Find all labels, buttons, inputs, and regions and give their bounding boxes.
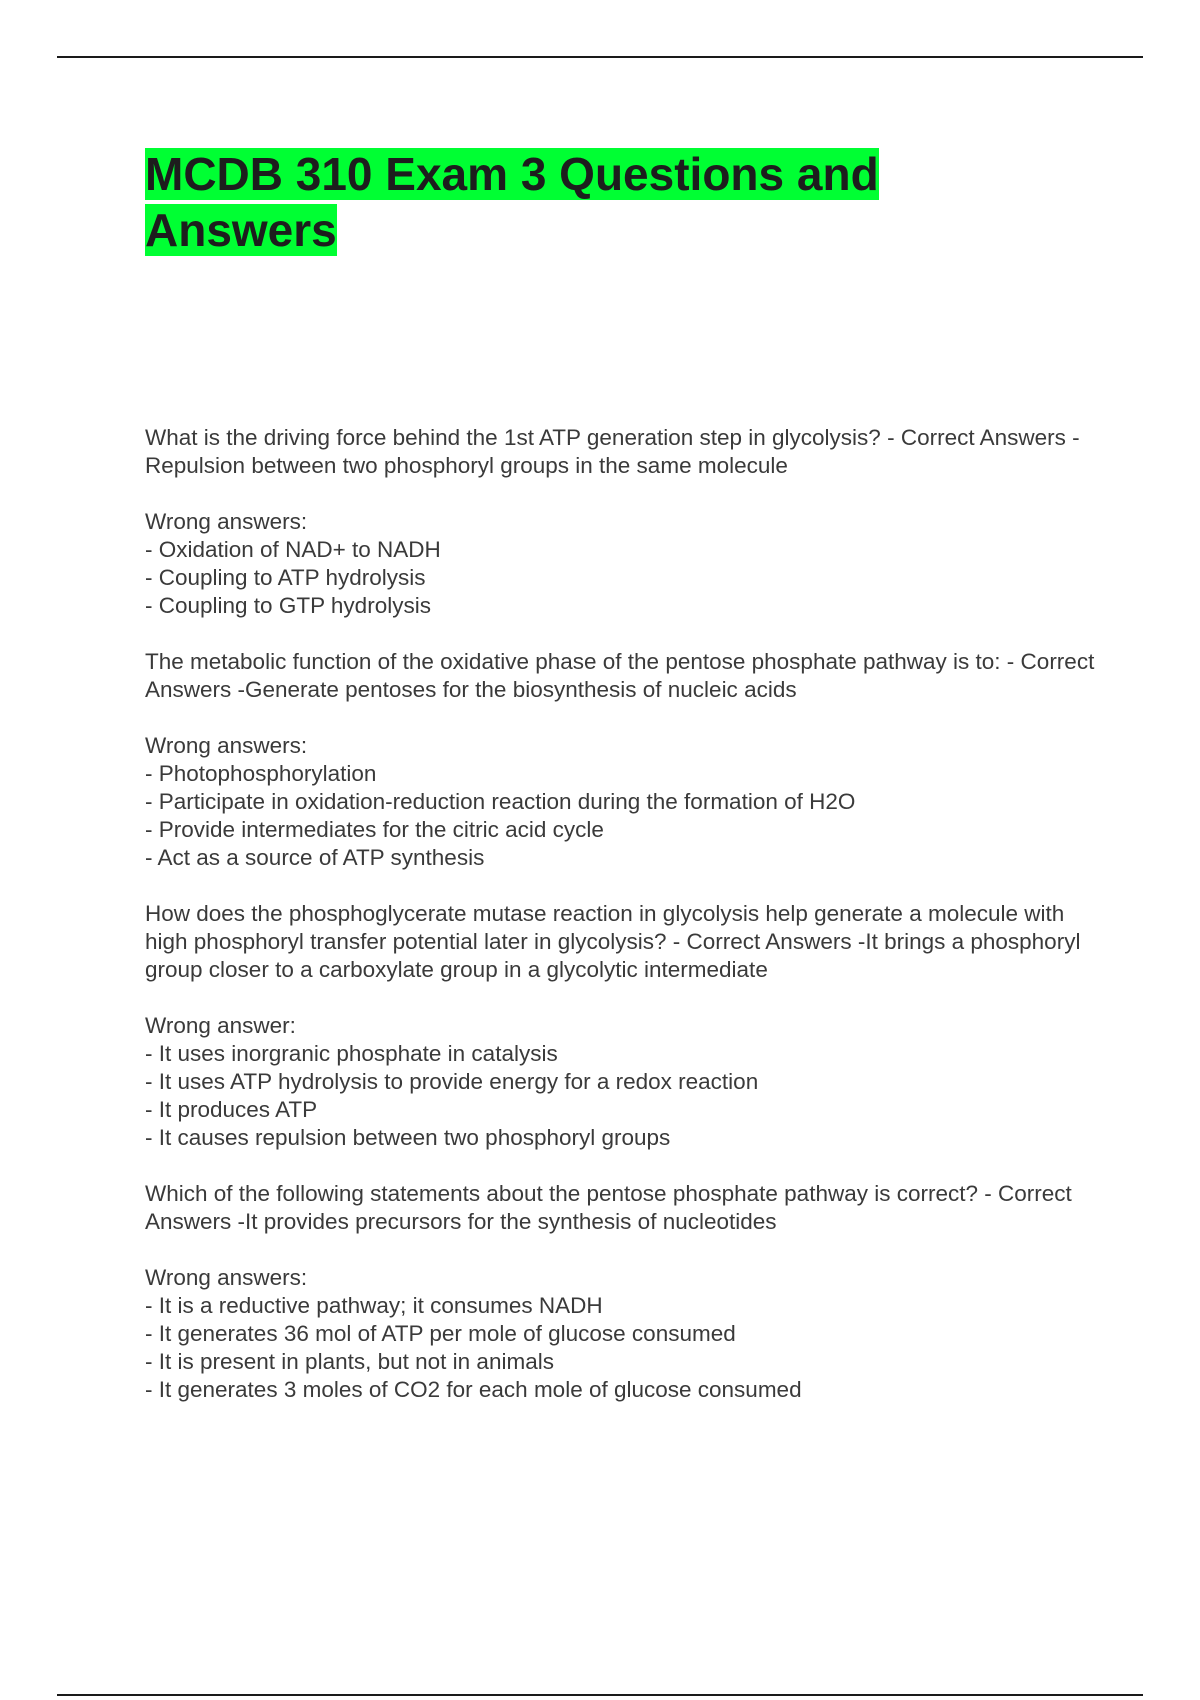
wrong-answers [145, 1012, 1095, 1152]
wrong-answers-list [145, 536, 1095, 620]
footer-rule [57, 1694, 1143, 1696]
wrong-answer-item: - Photophosphorylation [145, 761, 377, 786]
question-block-4 [145, 1180, 1095, 1404]
wrong-answers [145, 508, 1095, 620]
title-highlight: MCDB 310 Exam 3 Questions and Answers [145, 148, 879, 256]
wrong-answer-item: - It produces ATP [145, 1097, 318, 1122]
wrong-answer-item: - It causes repulsion between two phosphoryl groups [145, 1125, 671, 1150]
wrong-answer-item: - It generates 3 moles of CO2 for each mole of glucose consumed [145, 1377, 802, 1402]
wrong-answers-list [145, 760, 1095, 872]
question-block-2 [145, 648, 1095, 872]
header-rule [57, 56, 1143, 58]
question-block-3 [145, 900, 1095, 1152]
wrong-answer-item: - Coupling to GTP hydrolysis [145, 593, 431, 618]
wrong-answers [145, 732, 1095, 872]
wrong-answers [145, 1264, 1095, 1404]
question-block-1 [145, 424, 1095, 620]
wrong-answer-item: - Participate in oxidation-reduction reaction during the formation of H2O [145, 789, 856, 814]
wrong-answer-item: - It is a reductive pathway; it consumes NADH [145, 1293, 603, 1318]
wrong-answer-item: - It is present in plants, but not in animals [145, 1349, 554, 1374]
wrong-answers-heading: Wrong answers: [145, 733, 308, 758]
wrong-answer-item: - Oxidation of NAD+ to NADH [145, 537, 441, 562]
question-text: How does the phosphoglycerate mutase reaction in glycolysis help generate a molecule with high phosphoryl transfer potential later in glycolysis? - Correct Answers -It brings a phosphoryl group closer to a carboxylate group in a glycolytic intermediate [145, 901, 1081, 982]
wrong-answers-heading: Wrong answer: [145, 1013, 296, 1038]
wrong-answer-item: - Act as a source of ATP synthesis [145, 845, 485, 870]
wrong-answer-item: - It uses inorgranic phosphate in catalysis [145, 1041, 558, 1066]
question-text: Which of the following statements about the pentose phosphate pathway is correct? - Correct Answers -It provides precursors for the synthesis of nucleotides [145, 1181, 1072, 1234]
wrong-answers-list [145, 1292, 1095, 1404]
wrong-answer-item: - Coupling to ATP hydrolysis [145, 565, 426, 590]
wrong-answers-list [145, 1040, 1095, 1152]
wrong-answer-item: - It uses ATP hydrolysis to provide energy for a redox reaction [145, 1069, 759, 1094]
question-text: The metabolic function of the oxidative phase of the pentose phosphate pathway is to: - Correct Answers -Generate pentoses for the biosynthesis of nucleic acids [145, 649, 1095, 702]
wrong-answers-heading: Wrong answers: [145, 509, 308, 534]
wrong-answer-item: - Provide intermediates for the citric acid cycle [145, 817, 604, 842]
wrong-answer-item: - It generates 36 mol of ATP per mole of glucose consumed [145, 1321, 736, 1346]
qa-content [145, 424, 1095, 1432]
page-title [145, 146, 1045, 258]
wrong-answers-heading: Wrong answers: [145, 1265, 308, 1290]
question-text: What is the driving force behind the 1st ATP generation step in glycolysis? - Correct Answers -Repulsion between two phosphoryl groups in the same molecule [145, 425, 1080, 478]
